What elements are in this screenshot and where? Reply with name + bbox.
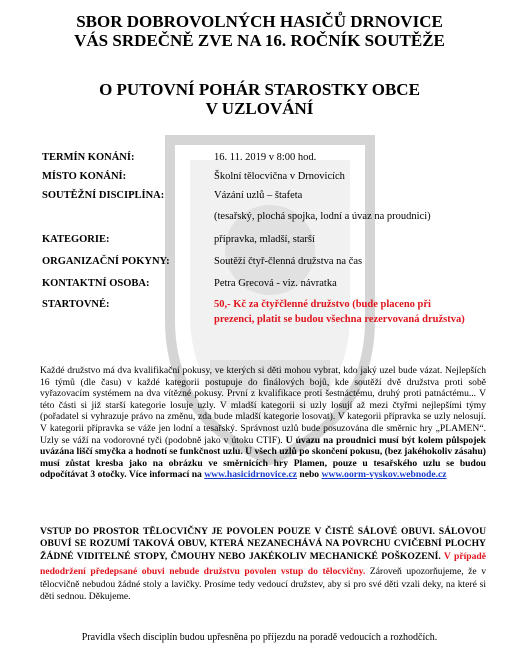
header-line-2: VÁS SRDEČNĚ ZVE NA 16. ROČNÍK SOUTĚŽE [74,31,445,50]
footer-note: Pravidla všech disciplín budou upřesněna po příjezdu na poradě vedoucích a rozhodčích. [81,632,438,643]
info-label: SOUTĚŽNÍ DISCIPLÍNA: [42,190,165,201]
header-line-1: SBOR DOBROVOLNÝCH HASIČŮ DRNOVICE [76,12,443,31]
info-row-category [42,232,482,248]
rules-paragraph [40,365,486,481]
rules-bold-text: U úvazu na proudnici musí být kolem půlspojek uvázána liščí smyčka a hodnotí se funkčnost uzlu. U všech uzlů po skončení pokusu, (bez jakéhokoliv zásahu) musí zůstat kresba jako na obrázku ve směrnicích hry Plamen, pouze u tesařského uzlu se budou odpočítávat 3 otočky. Více informací na [40,434,486,481]
link-hasicidrnovice[interactable]: www.hasicidrnovice.cz [204,469,297,481]
info-label: ORGANIZAČNÍ POKYNY: [42,256,170,267]
rules-bold-text-or: nebo [296,469,322,481]
info-label: STARTOVNÉ: [42,299,110,310]
header-line-3: O PUTOVNÍ POHÁR STAROSTKY OBCE [99,80,420,99]
info-row-discipline [42,188,482,204]
info-label: KATEGORIE: [42,234,110,245]
info-value: Soutěží čtyř-členná družstva na čas [214,256,363,267]
info-row-place [42,169,482,185]
fee-value: 50,- Kč za čtyřčlenné družstvo (bude placeno při prezenci, platit se budou všechna rezervovaná družstva) [214,299,465,325]
info-row-discipline-detail [42,209,482,225]
info-value: Vázání uzlů – štafeta [214,190,303,201]
info-row-instructions [42,254,482,270]
info-label: TERMÍN KONÁNÍ: [42,152,135,163]
rules-text: Každé družstvo má dva kvalifikační pokusy, ve kterých si děti mohou vybrat, kdo jaký uzel bude vázat. Nejlepších 16 týmů (dle času) v každé kategorii postupuje do finálových bojů, kde soutěží dvě družstva proti sobě vyřazovacím systémem na dva vítězné pokusy. První z kvalifikace proti šestnáctému, druhý proti patnáctému... V této části si již starší kategorie losuje uzly. V mladší kategorii si uzly losují až mezi čtyřmi nejlepšími týmy (pořadatel si vyhrazuje právo na změnu, zda bude mladší kategorie losovat). V kategorii přípravka se uzly nelosují. V kategorii přípravka se váže jen lodní a tesařský. Správnost uzlů bude posuzována dle směrnic hry „PLAMEN“. Uzly se váží na vodorovné tyči (podobně jako v útoku CTIF). [40,365,486,446]
header-line-4: V UZLOVÁNÍ [205,99,314,118]
footwear-paragraph [40,526,486,602]
info-value: přípravka, mladší, starší [214,234,315,245]
info-label: KONTAKTNÍ OSOBA: [42,278,150,289]
footwear-red-warning: V případě nedodržení předepsané obuvi nebude družstvu povolen vstup do tělocvičny. [40,551,486,578]
info-value: Petra Grecová - viz. návratka [214,278,337,289]
info-row-contact [42,276,482,292]
footwear-note: Zároveň upozorňujeme, že v tělocvičně nebudou žádné stoly a lavičky. Prosíme tedy vedoucí družstev, aby si pro své děti vzali deky, na které si děti sednou. Děkujeme. [40,566,486,602]
info-value: Školní tělocvična v Drnovicích [214,171,345,182]
info-value: (tesařský, plochá spojka, lodní a úvaz na proudnici) [214,211,431,222]
info-row-date [42,150,482,166]
info-label: MÍSTO KONÁNÍ: [42,171,127,182]
info-row-fee [42,297,482,345]
info-value: 16. 11. 2019 v 8:00 hod. [214,152,317,163]
link-oorm-vyskov[interactable]: www.oorm-vyskov.webnode.cz [321,469,447,481]
footwear-warning: VSTUP DO PROSTOR TĚLOCVIČNY JE POVOLEN POUZE V ČISTÉ SÁLOVÉ OBUVI. SÁLOVOU OBUVÍ SE ROZUMÍ TAKOVÁ OBUV, KTERÁ NEZANECHÁVÁ NA POVRCHU CVIČEBNÍ PLOCHY ŽÁDNÉ VIDITELNÉ STOPY, ČMOUHY NEBO JAKÉKOLIV MECHANICKÉ POŠKOZENÍ. [40,526,486,563]
